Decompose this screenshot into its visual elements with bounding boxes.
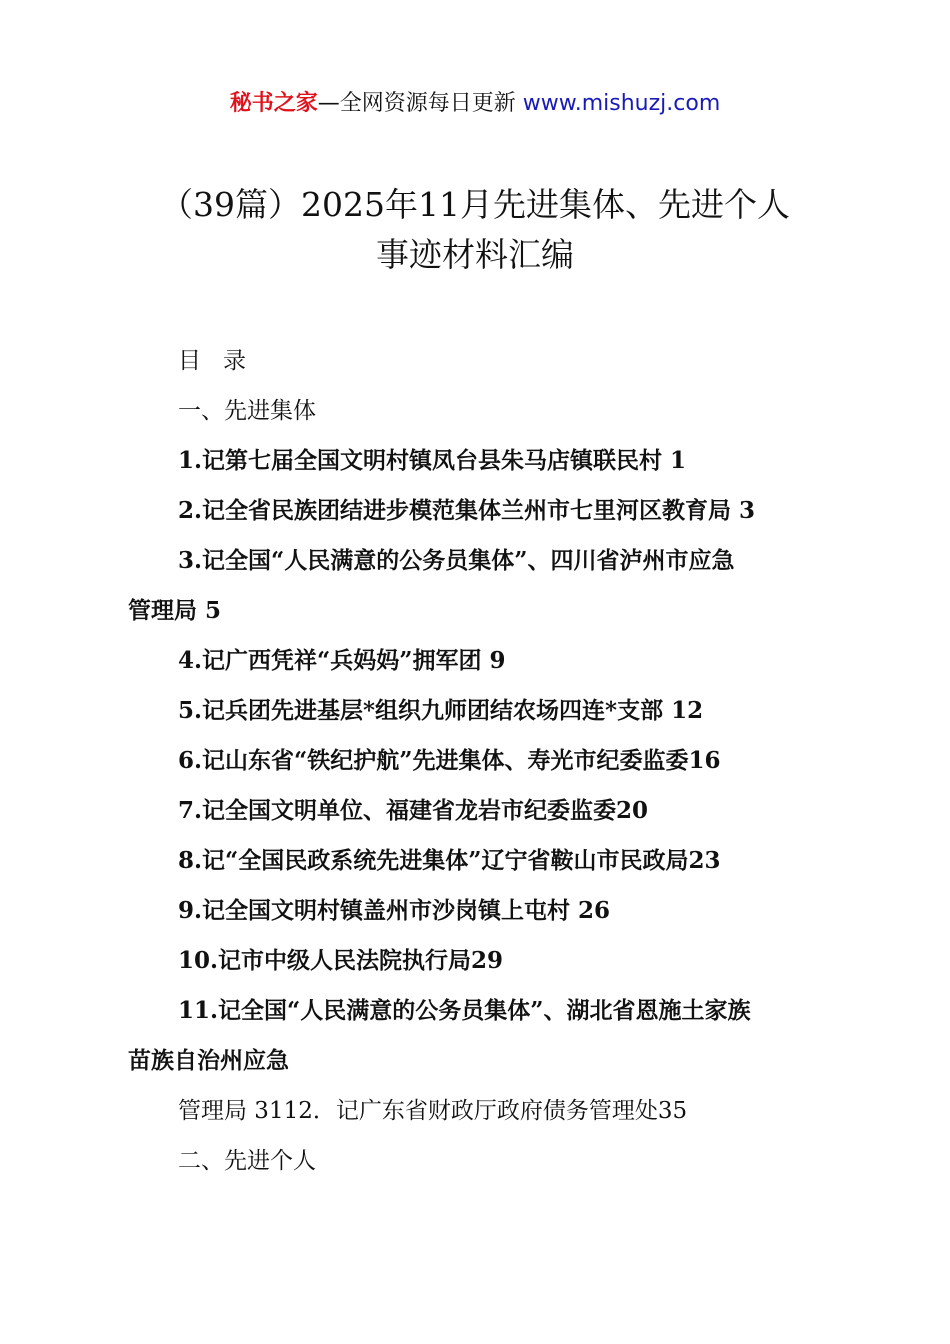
brand-name: 秘书之家 (229, 91, 318, 116)
header-slogan: —全网资源每日更新 (317, 91, 523, 116)
toc-heading-char-1: 目 (178, 348, 201, 374)
section-heading-collective: 一、先进集体 (178, 398, 316, 424)
title-line-1: （39篇）2025年11月先进集体、先进个人 (160, 185, 790, 224)
toc-item-continuation[interactable]: 苗族自治州应急 (128, 1047, 289, 1074)
toc-item[interactable]: 4.记广西凭祥“兵妈妈”拥军团 9 (178, 647, 506, 674)
document-title (100, 180, 850, 280)
toc-item[interactable]: 1.记第七届全国文明村镇凤台县朱马店镇联民村 1 (178, 447, 687, 474)
toc-item[interactable]: 8.记“全国民政系统先进集体”辽宁省鞍山市民政局23 (178, 847, 721, 874)
toc-heading-char-2: 录 (223, 348, 246, 374)
site-link[interactable]: www.mishuzj.com (522, 91, 721, 116)
toc-item[interactable]: 3.记全国“人民满意的公务员集体”、四川省泸州市应急 (178, 547, 735, 574)
title-line-2: 事迹材料汇编 (376, 235, 574, 274)
toc-item[interactable]: 11.记全国“人民满意的公务员集体”、湖北省恩施土家族 (178, 997, 751, 1024)
toc-item-plain[interactable]: 管理局 3112．记广东省财政厅政府债务管理处35 (178, 1098, 688, 1124)
toc-item[interactable]: 7.记全国文明单位、福建省龙岩市纪委监委20 (178, 797, 649, 824)
toc-heading (128, 336, 838, 386)
toc-item[interactable]: 5.记兵团先进基层*组织九师团结农场四连*支部 12 (178, 697, 704, 724)
toc-item[interactable]: 6.记山东省“铁纪护航”先进集体、寿光市纪委监委16 (178, 747, 721, 774)
section-heading-individual: 二、先进个人 (178, 1148, 316, 1174)
toc-item[interactable]: 2.记全省民族团结进步模范集体兰州市七里河区教育局 3 (178, 497, 756, 524)
site-header (0, 88, 950, 120)
toc-item[interactable]: 9.记全国文明村镇盖州市沙岗镇上屯村 26 (178, 897, 611, 924)
table-of-contents (128, 336, 838, 1186)
toc-item-continuation[interactable]: 管理局 5 (128, 597, 222, 624)
toc-item[interactable]: 10.记市中级人民法院执行局29 (178, 947, 504, 974)
